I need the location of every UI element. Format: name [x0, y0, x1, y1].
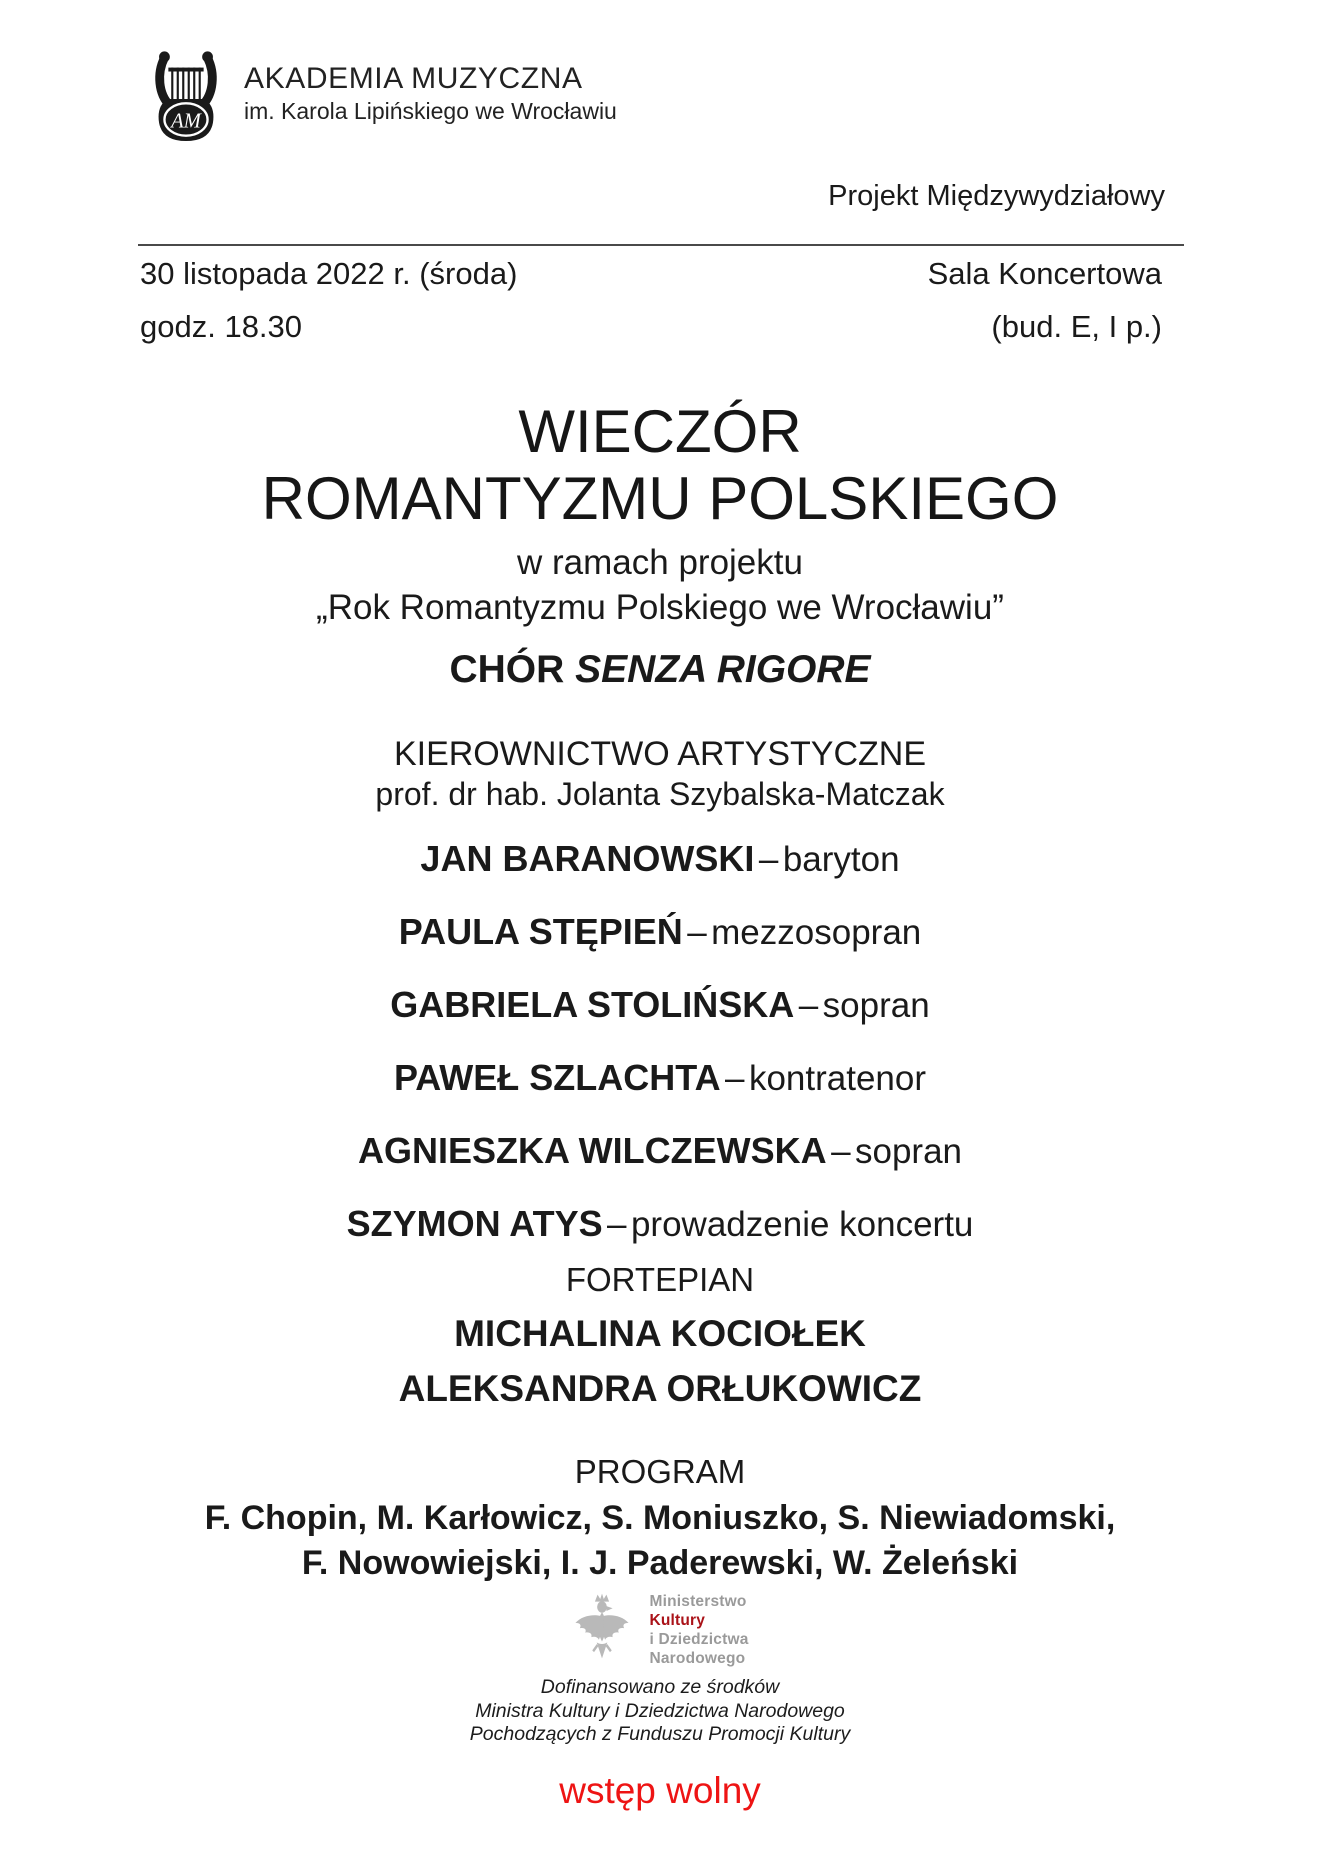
- pianists-list: [0, 1306, 1320, 1416]
- performer-separator: –: [725, 1059, 745, 1098]
- performer-role: prowadzenie koncertu: [630, 1205, 974, 1244]
- concert-subtitle: [0, 540, 1320, 630]
- performer-role: baryton: [782, 840, 900, 879]
- choir-label: CHÓR: [449, 648, 565, 691]
- performer-line: [0, 1055, 1320, 1109]
- performer-line: [0, 1128, 1320, 1182]
- pianist-name: MICHALINA KOCIOŁEK: [454, 1313, 866, 1354]
- academy-subtitle: im. Karola Lipińskiego we Wrocławiu: [244, 98, 617, 124]
- piano-heading: FORTEPIAN: [565, 1261, 755, 1298]
- performer-name: SZYMON ATYS: [346, 1203, 603, 1244]
- event-venue-detail: (bud. E, I p.): [991, 309, 1162, 344]
- performer-separator: –: [831, 1132, 851, 1171]
- ministry-line2: Kultury: [649, 1612, 706, 1629]
- performer-role: sopran: [854, 1132, 963, 1171]
- ministry-wordmark: [649, 1592, 748, 1668]
- funding-line3: Pochodzących z Funduszu Promocji Kultury: [469, 1723, 851, 1745]
- academy-name: AKADEMIA MUZYCZNA: [244, 62, 583, 95]
- performer-separator: –: [607, 1205, 627, 1244]
- performer-name: PAULA STĘPIEŃ: [398, 911, 683, 952]
- divider-rule: [138, 244, 1184, 246]
- direction-heading: KIEROWNICTWO ARTYSTYCZNE: [393, 735, 927, 773]
- funding-note: [0, 1676, 1320, 1747]
- program-composers: [0, 1496, 1320, 1586]
- event-info-row-1: [140, 256, 1162, 292]
- performer-name: GABRIELA STOLIŃSKA: [390, 984, 795, 1025]
- funding-line2: Ministra Kultury i Dziedzictwa Narodowego: [475, 1699, 845, 1722]
- project-label: Projekt Międzywydziałowy: [828, 180, 1165, 212]
- concert-title-line2: ROMANTYZMU POLSKIEGO: [261, 465, 1059, 532]
- event-venue: Sala Koncertowa: [927, 256, 1162, 291]
- performer-line: [0, 836, 1320, 890]
- choir-line: [0, 648, 1320, 692]
- subtitle-line2: „Rok Romantyzmu Polskiego we Wrocławiu”: [316, 588, 1004, 627]
- ministry-line4: Narodowego: [649, 1650, 746, 1667]
- performer-name: JAN BARANOWSKI: [420, 838, 755, 879]
- performer-line: [0, 909, 1320, 963]
- event-date: 30 listopada 2022 r. (środa): [140, 256, 518, 291]
- performer-role: kontratenor: [748, 1059, 927, 1098]
- concert-title-line1: WIECZÓR: [518, 398, 802, 465]
- ministry-line1: Ministerstwo: [649, 1593, 747, 1610]
- performers-list: [0, 836, 1320, 1274]
- polish-eagle-icon: [571, 1592, 633, 1668]
- performer-name: AGNIESZKA WILCZEWSKA: [357, 1130, 827, 1171]
- performer-line: [0, 982, 1320, 1036]
- pianist-name: ALEKSANDRA ORŁUKOWICZ: [398, 1368, 922, 1409]
- academy-logo-text: [244, 48, 617, 126]
- free-admission-note: wstęp wolny: [559, 1770, 761, 1811]
- event-time: godz. 18.30: [140, 309, 303, 344]
- lyre-monogram: AM: [171, 110, 201, 133]
- concert-title: [0, 398, 1320, 532]
- performer-line: [0, 1201, 1320, 1255]
- composers-line2: F. Nowowiejski, I. J. Paderewski, W. Żeleński: [301, 1544, 1019, 1582]
- performer-separator: –: [798, 986, 819, 1025]
- ministry-logo: [0, 1592, 1320, 1668]
- program-heading: PROGRAM: [574, 1453, 746, 1490]
- subtitle-line1: w ramach projektu: [517, 543, 803, 582]
- direction-name: prof. dr hab. Jolanta Szybalska-Matczak: [375, 776, 945, 812]
- choir-name: SENZA RIGORE: [575, 648, 871, 691]
- performer-separator: –: [687, 913, 707, 952]
- lyre-icon: [148, 48, 224, 144]
- academy-logo: [148, 48, 617, 144]
- performer-role: sopran: [822, 986, 930, 1025]
- performer-separator: –: [758, 840, 779, 879]
- performer-role: mezzosopran: [711, 913, 922, 952]
- event-info-row-2: [140, 309, 1162, 345]
- ministry-line3: i Dziedzictwa: [649, 1631, 749, 1648]
- performer-name: PAWEŁ SZLACHTA: [393, 1057, 721, 1098]
- artistic-direction: [0, 734, 1320, 814]
- composers-line1: F. Chopin, M. Karłowicz, S. Moniuszko, S. Niewiadomski,: [204, 1499, 1116, 1537]
- funding-line1: Dofinansowano ze środków: [540, 1676, 780, 1698]
